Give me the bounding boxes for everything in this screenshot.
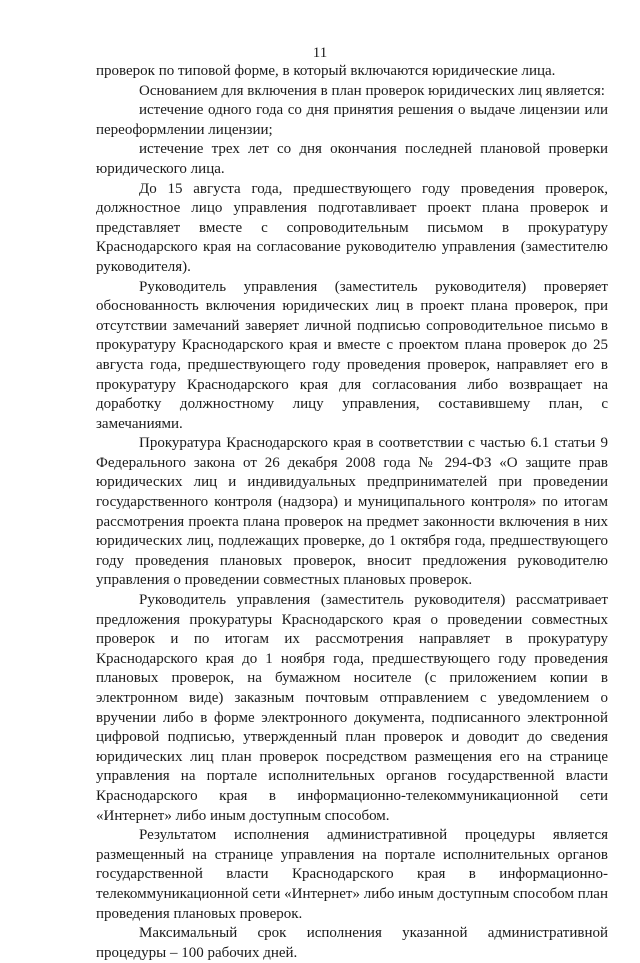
page-number: 11	[312, 45, 328, 61]
body-text	[96, 62, 608, 963]
paragraph: Основанием для включения в план проверок юридических лиц является:	[139, 82, 605, 99]
paragraph: До 15 августа года, предшествующего году проведения проверок, должностное лицо управления подготавливает проект плана проверок и представляет вместе с сопроводительным письмом в прокуратуру Краснодарского края на согласование руководителю управления (заместителю руководителя).	[96, 180, 608, 275]
paragraph: истечение трех лет со дня окончания последней плановой проверки юридического лица.	[96, 141, 608, 177]
paragraph: Руководитель управления (заместитель руководителя) проверяет обоснованность включения юридических лиц в проект плана проверок, при отсутствии замечаний заверяет личной подписью сопроводительное письмо в прокуратуру Краснодарского края и вместе с проектом плана проверок до 25 августа года, предшествующего году проведения проверок, направляет его в прокуратуру Краснодарского края для согласования либо возвращает на доработку должностному лицу управления, составившему план, с замечаниями.	[96, 278, 608, 432]
paragraph: проверок по типовой форме, в который включаются юридические лица.	[96, 63, 556, 79]
paragraph: Результатом исполнения административной процедуры является размещенный на странице управления на портале исполнительных органов государственной власти Краснодарского края в информационно-телекоммуникационной сети «Интернет» либо иным доступным способом план проведения плановых проверок.	[96, 827, 608, 922]
paragraph: истечение одного года со дня принятия решения о выдаче лицензии или переоформлении лицензии;	[96, 102, 608, 138]
paragraph: Максимальный срок исполнения указанной административной процедуры – 100 рабочих дней.	[96, 925, 608, 961]
paragraph: Прокуратура Краснодарского края в соответствии с частью 6.1 статьи 9 Федерального закона от 26 декабря 2008 года № 294-ФЗ «О защите прав юридических лиц и индивидуальных предпринимателей при проведении государственного контроля (надзора) и муниципального контроля» по итогам рассмотрения проекта плана проверок на предмет законности включения в них юридических лиц, подлежащих проверке, до 1 октября года, предшествующего году проведения плановых проверок, вносит предложения руководителю управления о проведении совместных плановых проверок.	[96, 435, 608, 589]
paragraph: Руководитель управления (заместитель руководителя) рассматривает предложения прокуратуры Краснодарского края о проведении совместных проверок и по итогам их рассмотрения направляет в прокуратуру Краснодарского края до 1 ноября года, предшествующего году проведения плановых проверок, на бумажном носителе (с приложением копии в электронном виде) заказным почтовым отправлением с уведомлением о вручении либо в форме электронного документа, подписанного электронной цифровой подписью, утвержденный план проверок и доводит до сведения юридических лиц план проверок посредством размещения его на странице управления на портале исполнительных органов государственной власти Краснодарского края в информационно-телекоммуникационной сети «Интернет» либо иным доступным способом.	[96, 592, 608, 824]
